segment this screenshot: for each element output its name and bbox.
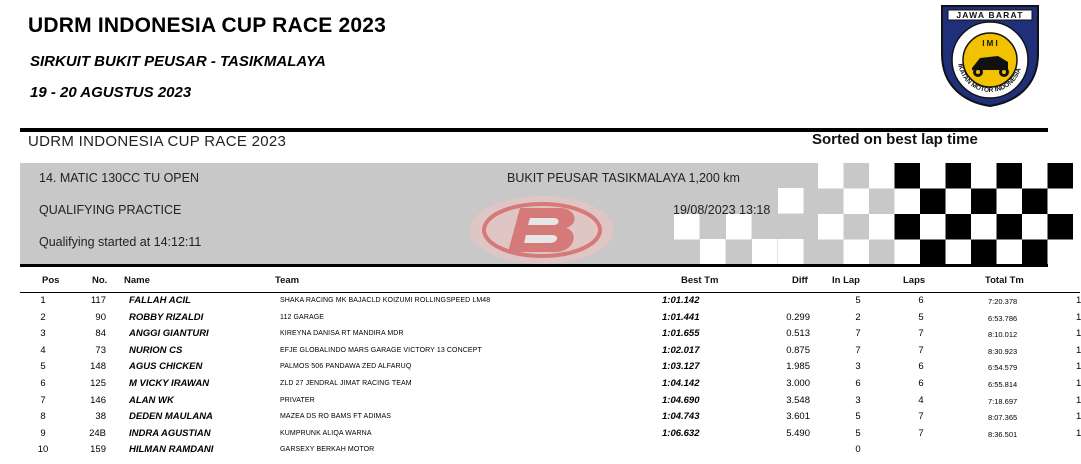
flag-square — [869, 163, 895, 189]
laps-cell: 6 — [918, 361, 924, 373]
total-time-cell: 8:10.012 — [988, 330, 1018, 340]
cropped-column-cell: 1 — [1076, 344, 1081, 356]
flag-square — [844, 214, 870, 240]
flag-square — [1022, 214, 1048, 240]
flag-square — [869, 214, 895, 240]
flag-square — [946, 240, 972, 266]
flag-square — [946, 163, 972, 189]
rider-name-cell: AGUS CHICKEN — [129, 361, 203, 373]
flag-square — [997, 189, 1023, 215]
svg-text:JAWA BARAT: JAWA BARAT — [956, 10, 1024, 20]
flag-square — [869, 189, 895, 215]
in-lap-cell: 5 — [855, 295, 861, 306]
cropped-column-cell: 1 — [1076, 311, 1081, 323]
report-name: UDRM INDONESIA CUP RACE 2023 — [28, 133, 287, 150]
flag-square — [818, 240, 844, 266]
svg-text:I M I: I M I — [982, 39, 998, 48]
flag-square — [844, 189, 870, 215]
laps-cell: 7 — [918, 328, 924, 340]
sort-note: Sorted on best lap time — [812, 131, 978, 148]
col-header-laps: Laps — [903, 275, 926, 286]
diff-cell: 0.513 — [786, 328, 810, 340]
best-time-cell: 1:01.142 — [662, 295, 700, 306]
flag-square — [818, 214, 844, 240]
col-header-no: No. — [92, 275, 108, 286]
rider-name-cell: HILMAN RAMDANI — [129, 444, 214, 456]
flag-square — [1048, 189, 1074, 215]
flag-square — [971, 163, 997, 189]
position-cell: 1 — [40, 295, 46, 306]
position-cell: 9 — [40, 427, 46, 439]
session-start-time: Qualifying started at 14:12:11 — [39, 235, 202, 249]
flag-square — [844, 163, 870, 189]
table-row — [0, 443, 1080, 459]
svg-text:IKATAN MOTOR INDONESIA: IKATAN MOTOR INDONESIA — [956, 63, 1023, 95]
in-lap-cell: 7 — [855, 328, 861, 340]
flag-square — [844, 240, 870, 266]
col-header-best: Best Tm — [681, 275, 719, 286]
diff-cell: 3.000 — [786, 378, 810, 389]
diff-cell: 1.985 — [786, 361, 810, 373]
rider-name-cell: DEDEN MAULANA — [129, 411, 213, 423]
flag-square — [778, 188, 804, 214]
flag-square — [895, 240, 921, 266]
flag-square — [920, 214, 946, 240]
venue-subtitle: SIRKUIT BUKIT PEUSAR - TASIKMALAYA — [30, 53, 326, 70]
flag-square — [818, 189, 844, 215]
table-row — [0, 344, 1080, 360]
flag-square — [971, 240, 997, 266]
laps-cell: 6 — [918, 295, 924, 306]
flag-square — [1048, 163, 1074, 189]
imi-emblem-logo — [936, 2, 1044, 108]
total-time-cell: 8:30.923 — [988, 346, 1018, 356]
best-time-cell: 1:06.632 — [662, 427, 700, 439]
diff-cell: 3.601 — [786, 411, 810, 423]
position-cell: 3 — [40, 328, 46, 340]
table-row — [0, 311, 1080, 327]
in-lap-cell: 5 — [855, 427, 861, 439]
col-header-inlap: In Lap — [832, 275, 860, 286]
circuit-info: BUKIT PEUSAR TASIKMALAYA 1,200 km — [507, 171, 740, 185]
team-cell: MAZEA DS RO BAMS FT ADIMAS — [280, 413, 391, 421]
col-header-total: Total Tm — [985, 275, 1024, 286]
team-cell: SHAKA RACING MK BAJACLD KOIZUMI ROLLINGSPEED LM48 — [280, 297, 491, 304]
flag-square — [920, 189, 946, 215]
table-row — [0, 410, 1080, 426]
rider-name-cell: FALLAH ACIL — [129, 295, 191, 306]
best-time-cell: 1:01.441 — [662, 311, 700, 323]
rider-name-cell: ANGGI GIANTURI — [129, 328, 209, 340]
diff-cell: 0.299 — [786, 311, 810, 323]
flag-square — [971, 189, 997, 215]
diff-cell: 3.548 — [786, 394, 810, 406]
flag-square — [752, 239, 778, 265]
in-lap-cell: 5 — [855, 411, 861, 423]
best-time-cell: 1:02.017 — [662, 344, 700, 356]
laps-cell: 7 — [918, 344, 924, 356]
flag-square — [818, 163, 844, 189]
in-lap-cell: 2 — [855, 311, 861, 323]
best-time-cell: 1:04.743 — [662, 411, 700, 423]
flag-square — [997, 240, 1023, 266]
total-time-cell: 6:55.814 — [988, 380, 1018, 389]
flag-square — [726, 214, 752, 240]
col-header-pos: Pos — [42, 275, 60, 286]
best-time-cell: 1:01.655 — [662, 328, 700, 340]
rider-number-cell: 148 — [90, 361, 106, 373]
laps-cell: 7 — [918, 427, 924, 439]
flag-square — [1022, 163, 1048, 189]
class-name: 14. MATIC 130CC TU OPEN — [39, 171, 199, 185]
cropped-column-cell: 1 — [1076, 378, 1081, 389]
rider-name-cell: NURION CS — [129, 344, 183, 356]
flag-square — [895, 214, 921, 240]
rider-name-cell: M VICKY IRAWAN — [129, 378, 210, 389]
position-cell: 6 — [40, 378, 46, 389]
team-cell: GARSEXY BERKAH MOTOR — [280, 446, 375, 454]
in-lap-cell: 7 — [855, 344, 861, 356]
rider-name-cell: INDRA AGUSTIAN — [129, 427, 211, 439]
laps-cell: 5 — [918, 311, 924, 323]
team-cell: KIREYNA DANISA RT MANDIRA MDR — [280, 330, 404, 338]
rider-number-cell: 38 — [95, 411, 106, 423]
flag-square — [674, 214, 700, 240]
flag-square — [997, 214, 1023, 240]
flag-square — [920, 163, 946, 189]
team-cell: EFJE GLOBALINDO MARS GARAGE VICTORY 13 CONCEPT — [280, 346, 482, 354]
rider-number-cell: 24B — [89, 427, 106, 439]
best-time-cell: 1:04.142 — [662, 378, 700, 389]
laps-cell: 4 — [918, 394, 924, 406]
rider-name-cell: ROBBY RIZALDI — [129, 311, 204, 323]
team-cell: 112 GARAGE — [280, 313, 325, 321]
flag-square — [869, 240, 895, 266]
flag-square — [700, 239, 726, 265]
rider-name-cell: ALAN WK — [129, 394, 174, 406]
table-row — [0, 294, 1080, 310]
total-time-cell: 7:18.697 — [988, 396, 1018, 406]
flag-square — [1022, 240, 1048, 266]
in-lap-cell: 0 — [855, 444, 861, 456]
flag-square — [778, 239, 804, 265]
rider-number-cell: 73 — [95, 344, 106, 356]
session-datetime: 19/08/2023 13:18 — [673, 203, 771, 217]
in-lap-cell: 6 — [855, 378, 861, 389]
cropped-column-cell: 1 — [1076, 394, 1081, 406]
rider-number-cell: 90 — [95, 311, 106, 323]
total-time-cell: 8:36.501 — [988, 429, 1018, 439]
in-lap-cell: 3 — [855, 394, 861, 406]
flag-square — [895, 189, 921, 215]
table-header-rule — [20, 292, 1080, 293]
col-header-team: Team — [275, 275, 300, 286]
cropped-column-cell: 1 — [1076, 295, 1081, 306]
table-row — [0, 394, 1080, 410]
best-time-cell: 1:03.127 — [662, 361, 700, 373]
flag-square — [920, 240, 946, 266]
flag-square — [946, 189, 972, 215]
cropped-column-cell: 1 — [1076, 427, 1081, 439]
rider-number-cell: 84 — [95, 328, 106, 340]
position-cell: 8 — [40, 411, 46, 423]
total-time-cell: 6:53.786 — [988, 313, 1018, 323]
flag-square — [997, 163, 1023, 189]
total-time-cell: 7:20.378 — [988, 297, 1018, 306]
table-row — [0, 427, 1080, 443]
table-row — [0, 360, 1080, 376]
flag-square — [1048, 240, 1074, 266]
team-cell: PALMOS 506 PANDAWA ZED ALFARUQ — [280, 363, 412, 371]
position-cell: 7 — [40, 394, 46, 406]
table-row — [0, 327, 1080, 343]
event-dates: 19 - 20 AGUSTUS 2023 — [30, 84, 192, 101]
best-time-cell: 1:04.690 — [662, 394, 700, 406]
laps-cell: 7 — [918, 411, 924, 423]
team-cell: PRIVATER — [280, 396, 315, 404]
rider-number-cell: 125 — [90, 378, 106, 389]
diff-cell: 0.875 — [786, 344, 810, 356]
rider-number-cell: 117 — [90, 295, 106, 306]
table-row — [0, 377, 1080, 393]
total-time-cell: 8:07.365 — [988, 413, 1018, 423]
team-cell: KUMPRUNK ALIQA WARNA — [280, 429, 372, 437]
in-lap-cell: 3 — [855, 361, 861, 373]
col-header-name: Name — [124, 275, 150, 286]
position-cell: 10 — [37, 444, 49, 456]
flag-square — [971, 214, 997, 240]
position-cell: 2 — [40, 311, 46, 323]
cropped-column-cell: 1 — [1076, 411, 1081, 423]
col-header-diff: Diff — [792, 275, 808, 286]
flag-square — [895, 163, 921, 189]
cropped-column-cell: 1 — [1076, 361, 1081, 373]
flag-square — [946, 214, 972, 240]
laps-cell: 6 — [918, 378, 924, 389]
total-time-cell: 6:54.579 — [988, 363, 1018, 373]
rider-number-cell: 159 — [90, 444, 106, 456]
flag-square — [1048, 214, 1074, 240]
brand-watermark-logo — [468, 190, 616, 266]
session-type: QUALIFYING PRACTICE — [39, 203, 182, 217]
flag-square — [1022, 189, 1048, 215]
cropped-column-cell: 1 — [1076, 328, 1081, 340]
position-cell: 5 — [40, 361, 46, 373]
rider-number-cell: 146 — [90, 394, 106, 406]
document-title: UDRM INDONESIA CUP RACE 2023 — [28, 14, 387, 37]
team-cell: ZLD 27 JENDRAL JIMAT RACING TEAM — [280, 380, 412, 387]
diff-cell: 5.490 — [786, 427, 810, 439]
position-cell: 4 — [40, 344, 46, 356]
